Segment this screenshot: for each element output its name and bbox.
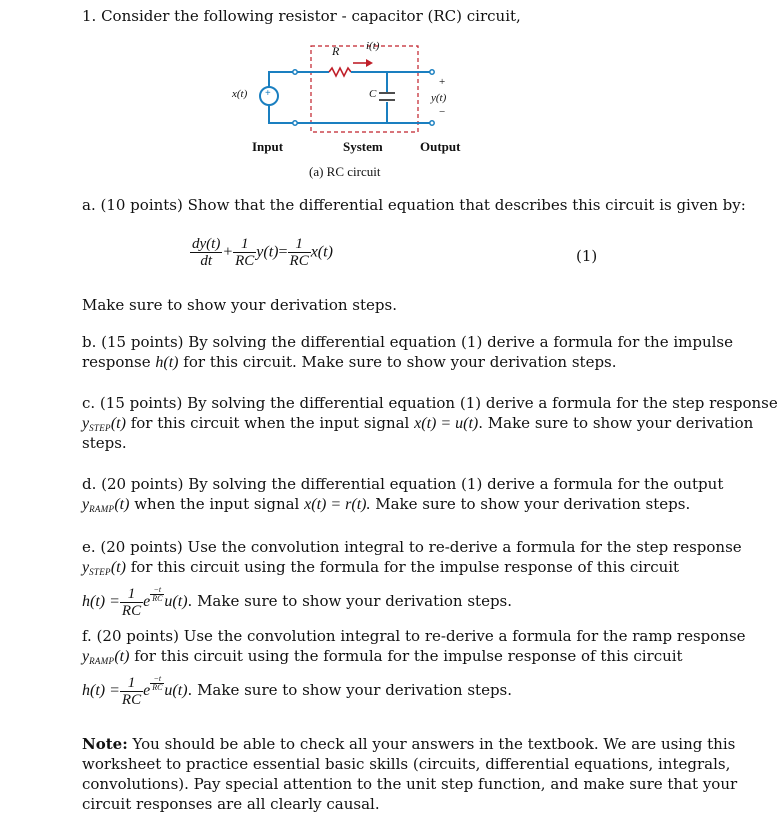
y-ramp-symbol: $y_{RAMP}(t)$ <box>82 496 130 514</box>
part-c-line3: steps. <box>82 434 127 452</box>
part-d-line2: $y_{RAMP}(t)$ when the input signal x(t) = r(t). Make sure to show your derivation steps. <box>82 495 691 514</box>
capacitor-label: C <box>369 88 377 100</box>
eq-plus: + <box>222 243 234 261</box>
note-line2: worksheet to practice essential basic skills (circuits, differential equations, integrals, <box>82 755 731 773</box>
equation-number: (1) <box>576 247 598 265</box>
source-plus: + <box>265 88 271 99</box>
eq-y: y(t) <box>256 243 279 261</box>
part-e-impulse-formula: h(t) = $\frac{1}{RC}$ e $\frac{-t}{RC}$ u(t). Make sure to show your derivation steps. <box>82 584 513 619</box>
eq-frac1-num: dy(t) <box>192 236 221 252</box>
eq-frac2-num: 1 <box>233 236 256 253</box>
figure-caption: (a) RC circuit <box>309 164 381 179</box>
differential-equation <box>190 236 333 269</box>
current-label: i(t) <box>366 40 380 52</box>
part-e-line1: e. (20 points) Use the convolution integral to re-derive a formula for the step response <box>82 538 742 556</box>
problem-title: 1. Consider the following resistor - capacitor (RC) circuit, <box>82 7 521 25</box>
part-f-line1: f. (20 points) Use the convolution integral to re-derive a formula for the ramp response <box>82 627 746 645</box>
y-step-symbol-e: $y_{STEP}(t)$ <box>82 559 126 577</box>
input-signal-label: x(t) <box>232 88 248 100</box>
part-d-line1: d. (20 points) By solving the differential equation (1) derive a formula for the output <box>82 475 724 493</box>
part-e-line2: $y_{STEP}(t)$ for this circuit using the formula for the impulse response of this circuit <box>82 558 680 577</box>
output-label: Output <box>420 139 461 154</box>
part-f-impulse-formula: h(t) = $\frac{1}{RC}$ e $\frac{-t}{RC}$ u(t). Make sure to show your derivation steps. <box>82 673 513 708</box>
part-c-line2: $y_{STEP}(t)$ for this circuit when the input signal x(t) = u(t). Make sure to show your derivation <box>82 414 754 433</box>
eq-equals: = <box>278 243 288 261</box>
part-a-text: a. (10 points) Show that the differential equation that describes this circuit is given by: <box>82 196 746 214</box>
part-a-note: Make sure to show your derivation steps. <box>82 296 397 314</box>
step-input-equation: x(t) = u(t) <box>414 415 479 432</box>
note-line1: Note: You should be able to check all your answers in the textbook. We are using this <box>82 735 736 753</box>
y-step-symbol: $y_{STEP}(t)$ <box>82 415 126 433</box>
output-plus: + <box>439 76 446 88</box>
part-b-line1: b. (15 points) By solving the differential equation (1) derive a formula for the impulse <box>82 333 733 351</box>
eq-frac3-den: RC <box>289 253 309 269</box>
output-signal-label: y(t) <box>431 92 447 104</box>
eq-frac2-den: RC <box>235 253 255 269</box>
part-b-line2: response h(t) for this circuit. Make sure to show your derivation steps. <box>82 353 617 371</box>
part-c-line1: c. (15 points) By solving the differential equation (1) derive a formula for the step response <box>82 394 778 412</box>
note-label: Note: <box>82 735 128 753</box>
eq-frac3-num: 1 <box>288 236 311 253</box>
y-ramp-symbol-f: $y_{RAMP}(t)$ <box>82 648 130 666</box>
eq-frac1-den: dt <box>200 253 212 269</box>
eq-x: x(t) <box>310 243 333 261</box>
resistor-label: R <box>332 44 340 58</box>
ramp-input-equation: x(t) = r(t). <box>304 496 371 513</box>
system-label: System <box>343 139 383 154</box>
impulse-response-symbol: h(t) <box>155 354 179 371</box>
part-f-line2: $y_{RAMP}(t)$ for this circuit using the formula for the impulse response of this circuit <box>82 647 683 666</box>
note-line3: convolutions). Pay special attention to the unit step function, and make sure that your <box>82 775 738 793</box>
note-line4: circuit responses are all clearly causal. <box>82 795 380 813</box>
output-minus: − <box>439 106 446 118</box>
input-label: Input <box>252 139 284 154</box>
